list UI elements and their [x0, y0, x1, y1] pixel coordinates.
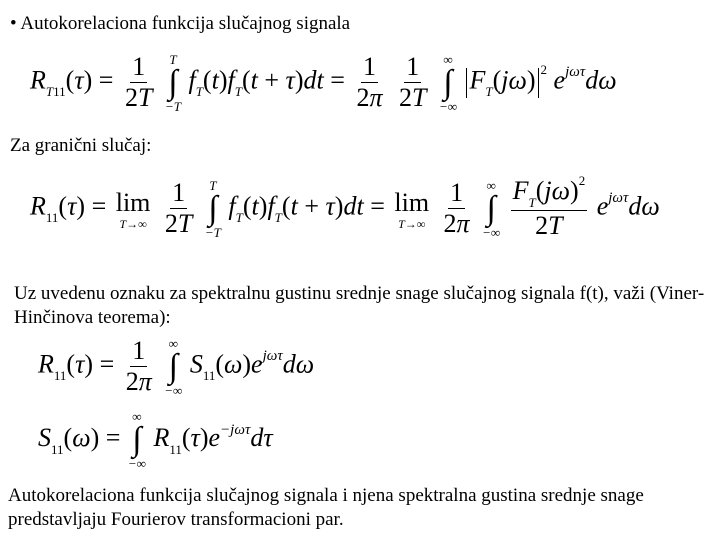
- formula-autocorrelation-finite: $R_{T11}(\tau)$ = $\frac{1}{2T}$ T ∫ −T $f_T(t)f_T(t + \tau)dt$ = $\frac{1}{2\pi}$ $\frac{1}{2T}$ ∞ ∫ −∞ $F_T(j\omega)$ $^2$ $e^{j\omega\tau}d\omega$: [30, 51, 617, 114]
- formula-autocorrelation-limit: $R_{11}(\tau)$ = lim T→∞ $\frac{1}{2T}$ T ∫ −T $f_T(t)f_T(t + \tau)dt$ = lim T→∞ $\frac{1}{2\pi}$ ∞ ∫ −∞ $\frac{F_T(j\omega)^2}{2T}$ $e^{j\omega\tau}d\omega$: [30, 173, 660, 240]
- heading-line: [10, 12, 350, 36]
- section-limit: Za granični slučaj:: [10, 135, 152, 156]
- formula-wiener-khinchin-inverse: $R_{11}(\tau)$ = $\frac{1}{2\pi}$ ∞ ∫ −∞ $S_{11}(\omega)e^{j\omega\tau}d\omega$: [38, 335, 315, 398]
- bullet: •: [10, 13, 17, 34]
- formula-wiener-khinchin-forward: $S_{11}(\omega)$ = ∞ ∫ −∞ $R_{11}(\tau)e^{-j\omega\tau}d\tau$: [38, 409, 273, 471]
- heading: Autokorelaciona funkcija slučajnog signala: [20, 13, 351, 34]
- paragraph-spectral: Uz uvedenu oznaku za spektralnu gustinu srednje snage slučajnog signala f(t), važi (Viner-Hinčinova teorema):: [14, 283, 705, 328]
- conclusion: Autokorelaciona funkcija slučajnog signala i njena spektralna gustina srednje snage predstavljaju Fourierov transformacioni par.: [8, 485, 644, 530]
